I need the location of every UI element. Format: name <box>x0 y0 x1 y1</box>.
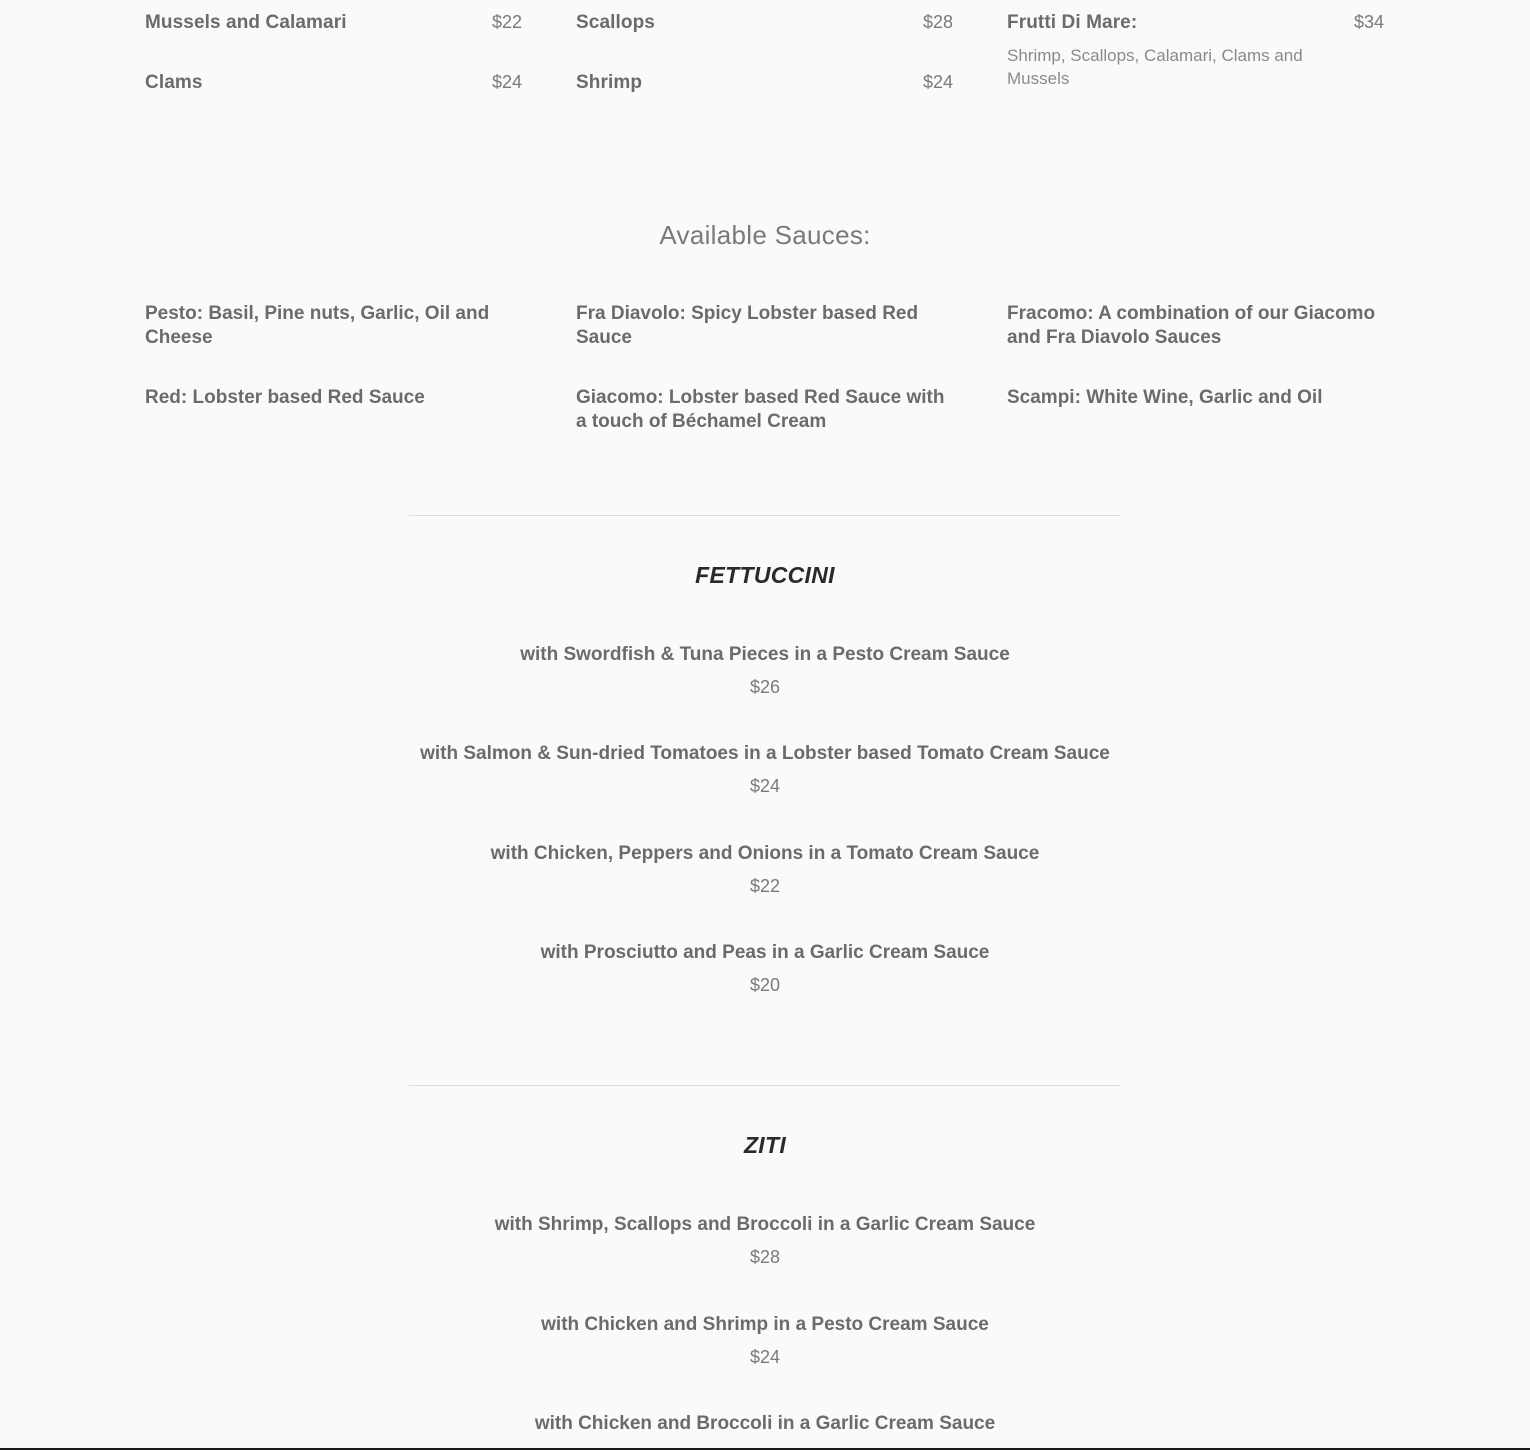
sauce-item: Red: Lobster based Red Sauce <box>145 387 425 408</box>
dish-item <box>0 941 1530 996</box>
menu-item <box>1007 12 1384 88</box>
dish-item <box>0 643 1530 698</box>
seafood-column-1 <box>145 12 522 132</box>
dish-price: $26 <box>749 677 781 697</box>
menu-item <box>576 72 953 132</box>
dish-item <box>0 742 1530 797</box>
sauces-heading: Available Sauces: <box>659 220 871 250</box>
menu-item <box>576 12 953 72</box>
item-price: $24 <box>922 72 953 92</box>
dish-item <box>0 1313 1530 1368</box>
dish-item <box>0 842 1530 897</box>
dish-name: with Chicken and Shrimp in a Pesto Cream Sauce <box>541 1314 989 1335</box>
dish-name: with Shrimp, Scallops and Broccoli in a Garlic Cream Sauce <box>494 1214 1036 1235</box>
dish-name: with Swordfish & Tuna Pieces in a Pesto Cream Sauce <box>520 644 1010 665</box>
section-title-ziti: ZITI <box>743 1132 787 1158</box>
sauce-item: Fracomo: A combination of our Giacomo and Fra Diavolo Sauces <box>1007 303 1376 348</box>
item-name: Scallops <box>576 12 655 33</box>
dish-price: $28 <box>749 1247 781 1267</box>
section-title-fettuccini: FETTUCCINI <box>695 562 835 588</box>
dish-price: $20 <box>749 975 781 995</box>
dish-item <box>0 1213 1530 1268</box>
item-price: $24 <box>491 72 522 92</box>
dish-item <box>0 1412 1530 1436</box>
dish-price: $24 <box>749 1347 781 1367</box>
item-price: $34 <box>1353 12 1384 32</box>
dish-name: with Salmon & Sun-dried Tomatoes in a Lobster based Tomato Cream Sauce <box>420 743 1110 764</box>
dish-name: with Chicken and Broccoli in a Garlic Cream Sauce <box>534 1413 996 1434</box>
item-name: Mussels and Calamari <box>145 12 347 33</box>
item-name: Frutti Di Mare: <box>1007 12 1138 33</box>
sauce-item: Fra Diavolo: Spicy Lobster based Red Sauce <box>576 303 919 348</box>
item-name: Shrimp <box>576 72 643 93</box>
item-description: Shrimp, Scallops, Calamari, Clams and Mussels <box>1007 46 1303 88</box>
dish-name: with Chicken, Peppers and Onions in a Tomato Cream Sauce <box>490 843 1040 864</box>
dish-price: $22 <box>749 876 781 896</box>
item-price: $28 <box>922 12 953 32</box>
menu-item <box>145 12 522 72</box>
sauce-item: Scampi: White Wine, Garlic and Oil <box>1007 387 1323 408</box>
seafood-column-2 <box>576 12 953 132</box>
sauce-item: Pesto: Basil, Pine nuts, Garlic, Oil and Cheese <box>145 303 490 348</box>
menu-item <box>145 72 522 132</box>
sauce-item: Giacomo: Lobster based Red Sauce with a touch of Béchamel Cream <box>576 387 945 432</box>
item-name: Clams <box>145 72 203 93</box>
dish-price: $24 <box>749 776 781 796</box>
section-divider <box>409 515 1120 516</box>
seafood-column-3 <box>1007 12 1384 88</box>
item-price: $22 <box>491 12 522 32</box>
dish-name: with Prosciutto and Peas in a Garlic Cream Sauce <box>540 942 990 963</box>
section-divider <box>409 1085 1120 1086</box>
